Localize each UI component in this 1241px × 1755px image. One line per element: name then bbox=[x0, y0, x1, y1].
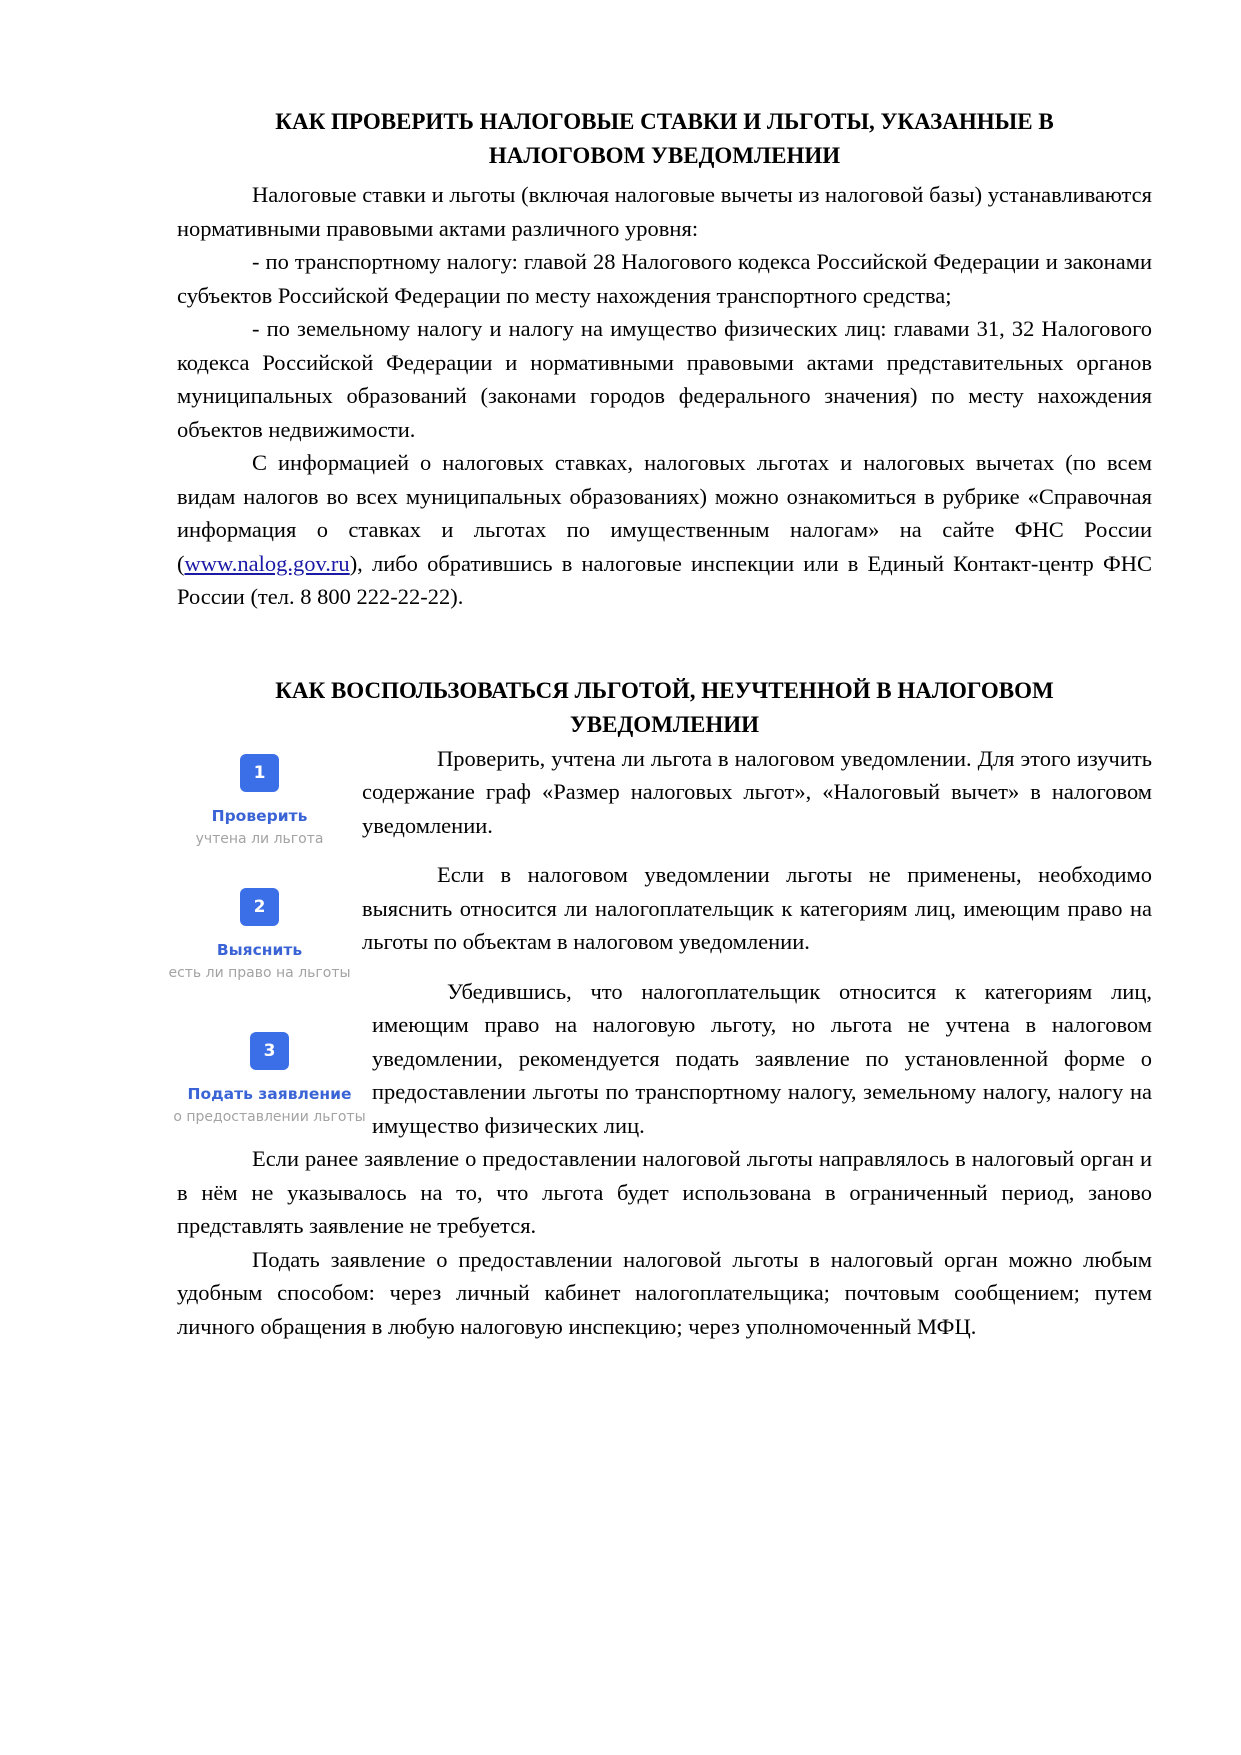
step-3-badge: 3 bbox=[250, 1032, 289, 1070]
info-text-after: ), либо обратившись в налоговые инспекции или в Единый Контакт-центр ФНС России (тел. 8 800 222-22-22). bbox=[177, 550, 1152, 609]
section-title-use-benefit: КАК ВОСПОЛЬЗОВАТЬСЯ ЛЬГОТОЙ, НЕУЧТЕННОЙ В НАЛОГОВОМ УВЕДОМЛЕНИИ bbox=[275, 677, 1054, 737]
step-1-title: Проверить bbox=[211, 806, 308, 825]
step-3 bbox=[162, 1032, 377, 1126]
step-3-subtitle: о предоставлении льготы bbox=[173, 1108, 366, 1125]
step-3-title: Подать заявление bbox=[187, 1084, 352, 1103]
info-text-before: С информацией о налоговых ставках, налоговых льготах и налоговых вычетах (по всем видам налогов во всех муниципальных образованиях) можно ознакомиться в рубрике «Справочная информация о ставках и льготах по имущественным налогам» на сайте ФНС России ( bbox=[177, 450, 1152, 576]
step-1 bbox=[152, 754, 367, 848]
nalog-website-link[interactable]: www.nalog.gov.ru bbox=[184, 550, 350, 576]
section-title-check-rates: КАК ПРОВЕРИТЬ НАЛОГОВЫЕ СТАВКИ И ЛЬГОТЫ, УКАЗАННЫЕ В НАЛОГОВОМ УВЕДОМЛЕНИИ bbox=[275, 109, 1054, 168]
step-2-title: Выяснить bbox=[216, 940, 303, 959]
paragraph-intro: Налоговые ставки и льготы (включая налоговые вычеты из налоговой базы) устанавливаются нормативными правовыми актами различного уровня: bbox=[177, 182, 1152, 241]
paragraph-previous-application: Если ранее заявление о предоставлении налоговой льготы направлялось в налоговый орган и в нём не указывалось на то, что льгота будет использована в ограниченный период, заново представлять заявление не требуется. bbox=[177, 1146, 1152, 1238]
paragraph-how-to-apply: Подать заявление о предоставлении налоговой льготы в налоговый орган можно любым удобным способом: через личный кабинет налогоплательщика; почтовым сообщением; путем личного обращения в любую налоговую инспекцию; через уполномоченный МФЦ. bbox=[177, 1246, 1152, 1339]
document-page bbox=[168, 105, 1152, 1343]
step-2-badge: 2 bbox=[240, 888, 279, 926]
step-1-badge: 1 bbox=[240, 754, 279, 792]
step-1-description: Проверить, учтена ли льгота в налоговом уведомлении. Для этого изучить содержание граф «Размер налоговых льгот», «Налоговый вычет» в налоговом уведомлении. bbox=[362, 745, 1152, 838]
paragraph-land-property-tax: - по земельному налогу и налогу на имущество физических лиц: главами 31, 32 Налогового кодекса Российской Федерации и нормативными правовыми актами представительных органов муниципальных образований (законами городов федерального значения) по месту нахождения объектов недвижимости. bbox=[177, 316, 1152, 442]
step-2-subtitle: есть ли право на льготы bbox=[168, 964, 351, 981]
step-1-subtitle: учтена ли льгота bbox=[195, 830, 324, 847]
step-3-description: Убедившись, что налогоплательщик относится к категориям лиц, имеющим право на налоговую льготу, но льгота не учтена в налоговом уведомлении, рекомендуется подать заявление по установленной форме о предоставлении льготы по транспортному налогу, земельному налогу, налогу на имущество физических лиц. bbox=[372, 978, 1152, 1138]
paragraph-info-sources bbox=[177, 446, 1152, 614]
steps-block bbox=[168, 742, 1152, 1143]
paragraph-transport-tax: - по транспортному налогу: главой 28 Налогового кодекса Российской Федерации и законами субъектов Российской Федерации по месту нахождения транспортного средства; bbox=[177, 249, 1152, 308]
step-2 bbox=[152, 888, 367, 982]
step-2-description: Если в налоговом уведомлении льготы не применены, необходимо выяснить относится ли налогоплательщик к категориям лиц, имеющим право на льготы по объектам в налоговом уведомлении. bbox=[362, 862, 1152, 954]
